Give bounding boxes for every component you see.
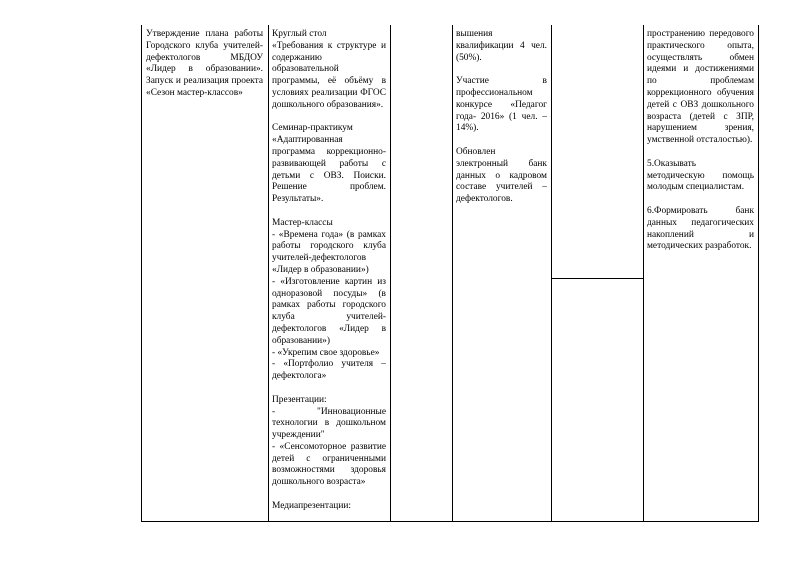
master-class-item: - «Изготовление картин из одноразовой посуды» (в рамках работы городского клуба учителей-дефектологов «Лидер в образовании») <box>272 276 386 346</box>
round-table-title: Круглый стол <box>272 29 327 39</box>
round-table-topic: «Требования к структуре и содержанию образовательной программы, её объёму в условиях реализации ФГОС дошкольного образования». <box>272 40 386 110</box>
master-class-item: - «Укрепим свое здоровье» <box>272 347 380 358</box>
column-divider <box>551 25 552 522</box>
result-item: Участие в профессиональном конкурсе «Педагог года- 2016» (1 чел. – 14%). <box>456 76 547 134</box>
result-item: вышения квалификации 4 чел. (50%). <box>456 29 547 63</box>
presentations-title: Презентации: <box>272 394 327 405</box>
column-divider <box>643 25 644 522</box>
task-item: 5.Оказывать методическую помощь молодым специалистам. <box>647 158 754 193</box>
goals-cell <box>146 29 263 100</box>
column-divider <box>390 25 391 522</box>
column-divider <box>268 25 269 522</box>
tasks-cell <box>647 29 754 253</box>
master-class-item: - «Времена года» (в рамках работы городского клуба учителей-дефектологов «Лидер в образовании») <box>272 229 386 275</box>
presentation-item: - «Сенсомоторное развитие детей с ограниченными возможностями здоровья дошкольного возраста» <box>272 441 386 488</box>
forms-cell <box>272 29 386 513</box>
presentation-item: - "Инновационные технологии в дошкольном учреждении" <box>272 406 386 441</box>
master-classes-title: Мастер-классы <box>272 217 333 228</box>
column-divider <box>452 25 453 522</box>
seminar-topic: «Адаптированная программа коррекционно-развивающей работы с детьми с ОВЗ. Поиски. Решение проблем. Результаты». <box>272 135 386 205</box>
row-divider <box>551 278 643 279</box>
media-presentations-title: Медиапрезентации: <box>272 500 351 511</box>
table-border-right <box>758 25 759 522</box>
seminar-title: Семинар-практикум <box>272 123 353 134</box>
task-item: 6.Формировать банк данных педагогических накоплений и методических разработок. <box>647 205 754 252</box>
task-item: пространению передового практического опыта, осуществлять обмен идеями и достижениями по проблемам коррекционного обучения детей с ОВЗ дошкольного возраста (детей с ЗПР, нарушением зрения, умственной отсталостью). <box>647 29 754 146</box>
result-item: Обновлен электронный банк данных о кадровом составе учителей – дефектологов. <box>456 146 547 205</box>
table-border-bottom <box>141 521 759 522</box>
goals-text: Утверждение плана работы Городского клуба учителей-дефектологов МБДОУ «Лидер в образовании». Запуск и реализация проекта «Сезон мастер-классов» <box>146 29 263 98</box>
table-border-left <box>141 25 142 522</box>
results-cell <box>456 29 547 206</box>
master-class-item: - «Портфолио учителя – дефектолога» <box>272 359 386 382</box>
